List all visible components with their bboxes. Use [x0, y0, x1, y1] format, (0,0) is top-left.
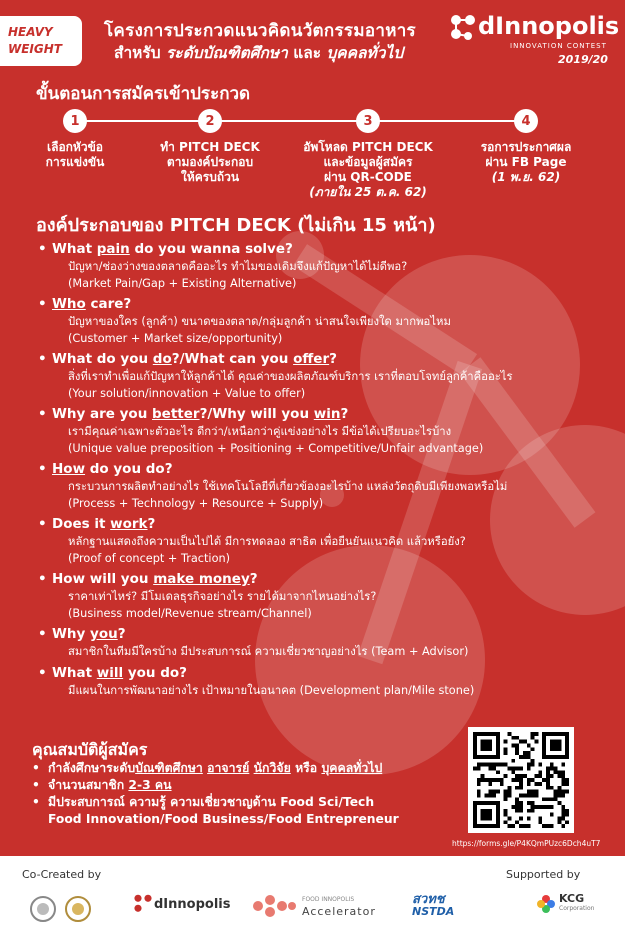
supported-label: Supported by: [506, 868, 581, 881]
qr-url[interactable]: https://forms.gle/P4KQmPUzc6Dch4uT7: [452, 839, 601, 848]
pitch-item: [38, 664, 623, 700]
pitch-item: [38, 625, 623, 661]
qualification-item: • มีประสบการณ์ ความรู้ ความเชี่ยวชาญด้าน Food Sci/Tech: [32, 795, 375, 809]
pitch-description: เรามีคุณค่าเฉพาะตัวอะไร ดีกว่า/เหนือกว่าคู่แข่งอย่างไร มีข้อได้เปรียบอะไรบ้าง: [68, 425, 452, 438]
qualification-item: • จำนวนสมาชิก 2-3 คน: [32, 778, 172, 792]
pitch-description-en: (Your solution/innovation + Value to offer): [68, 386, 306, 400]
pitch-description-en: (Customer + Market size/opportunity): [68, 331, 283, 345]
seal-icon: [28, 894, 98, 924]
steps-connector: [75, 120, 527, 122]
foodinnopolis-logo: dInnopolis: [132, 894, 230, 914]
pitch-question: • Who care?: [38, 296, 132, 312]
pitch-description-en: (Unique value preposition + Positioning + Competitive/Unfair advantage): [68, 441, 484, 455]
step-number: 2: [198, 109, 222, 133]
co-created-label: Co-Created by: [22, 868, 102, 881]
pitch-description: ปัญหาของใคร (ลูกค้า) ขนาดของตลาด/กลุ่มลูกค้า น่าสนใจเพียงใด มากพอไหม: [68, 315, 451, 328]
pitch-question: • What pain do you wanna solve?: [38, 241, 293, 257]
qualification-list: [32, 760, 399, 828]
step-text: รอการประกาศผล ผ่าน FB Page (1 พ.ย. 62): [480, 140, 572, 184]
foodinnopolis-contest-logo: dInnopolis INNOVATION CONTEST 2019/20: [448, 10, 618, 70]
step-number: 3: [356, 109, 380, 133]
pitch-question: • How do you do?: [38, 461, 173, 477]
pitch-item: [38, 295, 623, 347]
pitch-description-en: (Proof of concept + Traction): [68, 551, 231, 565]
kcg-flower-icon: [536, 894, 556, 914]
pitch-description: สิ่งที่เราทำเพื่อแก้ปัญหาให้ลูกค้าได้ คุณค่าของผลิตภัณฑ์บริการ เราที่ตอบโจทย์ลูกค้าคืออะไร: [68, 370, 513, 383]
fi-accelerator-logo: FOOD INNOPOLIS Accelerator: [252, 894, 376, 918]
qr-code[interactable]: [468, 727, 574, 833]
pitch-item: [38, 240, 623, 292]
steps-title: ขั้นตอนการสมัครเข้าประกวด: [36, 84, 251, 104]
pitch-question: • How will you make money?: [38, 571, 258, 587]
heavy-weight-badge: [0, 16, 82, 66]
fi-dots-icon: [252, 894, 298, 918]
pitch-item: [38, 515, 623, 567]
step-number: 1: [63, 109, 87, 133]
qualification-item-cont: Food Innovation/Food Business/Food Entrepreneur: [48, 812, 399, 826]
pitch-description: หลักฐานแสดงถึงความเป็นไปได้ มีการทดลอง สาธิต เพื่อยืนยันแนวคิด แล้วหรือยัง?: [68, 535, 466, 548]
partner-seal-logos: [28, 894, 98, 924]
pitch-description: สมาชิกในทีมมีใครบ้าง มีประสบการณ์ ความเชี่ยวชาญอย่างไร (Team + Advisor): [68, 645, 469, 658]
nstda-logo: สวทช NSTDA: [412, 892, 455, 918]
badge-line2: WEIGHT: [8, 42, 62, 56]
header-title-line2: สำหรับ ระดับบัณฑิตศึกษา และ บุคคลทั่วไป: [114, 44, 404, 62]
pitch-description: มีแผนในการพัฒนาอย่างไร เป้าหมายในอนาคต (Development plan/Mile stone): [68, 683, 475, 697]
badge-line1: HEAVY: [8, 25, 53, 39]
pitch-item: [38, 405, 623, 457]
header-title-line1: โครงการประกวดแนวคิดนวัตกรรมอาหาร: [104, 21, 416, 41]
step-text: ทำ PITCH DECK ตามองค์ประกอบ ให้ครบถ้วน: [160, 140, 260, 184]
pitch-question: • Does it work?: [38, 516, 156, 532]
pitch-description-en: (Business model/Revenue stream/Channel): [68, 606, 312, 620]
footer: [0, 856, 625, 934]
kcg-logo: KCG Corporation: [536, 894, 594, 914]
pitch-description-en: (Market Pain/Gap + Existing Alternative): [68, 276, 297, 290]
pitch-description: ราคาเท่าไหร่? มีโมเดลธุรกิจอย่างไร รายได้มาจากไหนอย่างไร?: [68, 590, 377, 603]
pitch-deck-title: องค์ประกอบของ PITCH DECK (ไม่เกิน 15 หน้า): [36, 215, 436, 236]
pitch-item: [38, 460, 623, 512]
step-text: อัพโหลด PITCH DECK และข้อมูลผู้สมัคร ผ่าน QR-CODE (ภายใน 25 ต.ค. 62): [303, 140, 433, 199]
step-text: เลือกหัวข้อ การแข่งขัน: [45, 140, 105, 169]
pitch-item: [38, 350, 623, 402]
pitch-description-en: (Process + Technology + Resource + Supply): [68, 496, 324, 510]
pitch-description: กระบวนการผลิตทำอย่างไร ใช้เทคโนโลยีที่เกี่ยวข้องอะไรบ้าง แหล่งวัตถุดิบมีเพียงพอหรือไม่: [68, 480, 508, 493]
pitch-deck-list: [38, 240, 623, 702]
qualification-item: • กำลังศึกษาระดับบัณฑิตศึกษา อาจารย์ นักวิจัย หรือ บุคคลทั่วไป: [32, 761, 383, 775]
pitch-question: • Why are you better?/Why will you win?: [38, 406, 349, 422]
food-molecule-icon: [448, 14, 478, 42]
pitch-description: ปัญหา/ช่องว่างของตลาดคืออะไร ทำไมของเดิมจึงแก้ปัญหาได้ไม่ดีพอ?: [68, 260, 408, 273]
pitch-item: [38, 570, 623, 622]
pitch-question: • Why you?: [38, 626, 126, 642]
qualification-title: คุณสมบัติผู้สมัคร: [32, 740, 148, 759]
pitch-question: • What do you do?/What can you offer?: [38, 351, 337, 367]
food-molecule-icon: [132, 894, 154, 914]
pitch-question: • What will you do?: [38, 664, 187, 681]
step-number: 4: [514, 109, 538, 133]
